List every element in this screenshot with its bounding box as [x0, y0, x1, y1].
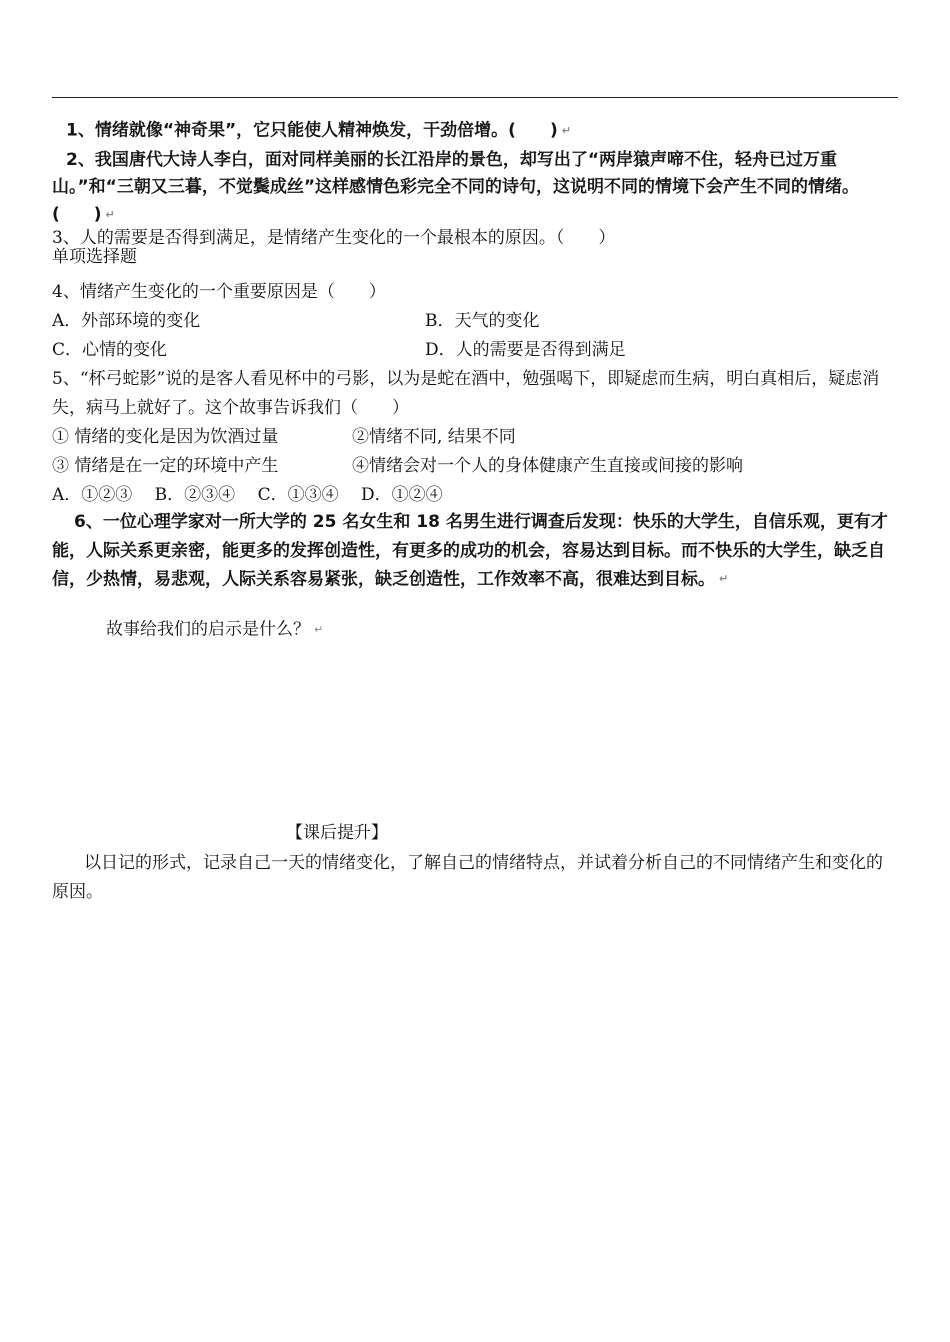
return-mark-icon: ↵ [314, 623, 324, 636]
question-3: 3、人的需要是否得到满足，是情绪产生变化的一个最根本的原因。（ ） [52, 228, 616, 248]
question-5-statement-2: ②情绪不同, 结果不同 [352, 427, 516, 447]
question-6-prompt [106, 615, 323, 645]
question-5-choices: A．①②③ B．②③④ C．①③④ D．①②④ [52, 485, 443, 505]
after-class-heading: 【课后提升】 [286, 823, 388, 843]
question-6-prompt-text: 故事给我们的启示是什么？ [106, 619, 310, 640]
question-6-text: 6、一位心理学家对一所大学的 25 名女生和 18 名男生进行调查后发现：快乐的大学生，自信乐观，更有才能，人际关系更亲密，能更多的发挥创造性，有更多的成功的机会，容易达到目标。而不快乐的大学生，缺乏自信，少热情，易悲观，人际关系容易紧张，缺乏创造性，工作效率不高，很难达到目标。 [52, 512, 888, 590]
question-2 [52, 147, 898, 229]
question-1 [66, 117, 898, 145]
question-2-text: 2、我国唐代大诗人李白，面对同样美丽的长江沿岸的景色，却写出了“两岸猿声啼不住，轻舟已过万重山。”和“三朝又三暮，不觉鬓成丝”这样感情色彩完全不同的诗句，这说明不同的情境下会产生不同的情绪。( ) [52, 150, 860, 225]
question-5-stem: 5、“杯弓蛇影”说的是客人看见杯中的弓影，以为是蛇在酒中，勉强喝下，即疑虑而生病，明白真相后，疑虑消失，病马上就好了。这个故事告诉我们（ ） [52, 369, 880, 418]
question-1-text: 1、情绪就像“神奇果”，它只能使人精神焕发，干劲倍增。( ) [66, 120, 558, 141]
return-mark-icon: ↵ [719, 572, 729, 585]
question-4-option-b: B．天气的变化 [425, 311, 540, 331]
header-rule [52, 97, 898, 98]
question-4-option-d: D．人的需要是否得到满足 [425, 340, 626, 360]
question-5-statement-4: ④情绪会对一个人的身体健康产生直接或间接的影响 [352, 456, 743, 476]
question-4-option-a: A．外部环境的变化 [52, 311, 201, 331]
question-5-statement-1: ① 情绪的变化是因为饮酒过量 [52, 427, 279, 447]
question-5-statement-3: ③ 情绪是在一定的环境中产生 [52, 456, 279, 476]
question-4-stem: 4、情绪产生变化的一个重要原因是（ ） [52, 282, 386, 302]
question-6 [52, 508, 898, 594]
section-single-choice: 单项选择题 [52, 247, 137, 267]
question-4-option-c: C．心情的变化 [52, 340, 168, 360]
return-mark-icon: ↵ [561, 124, 571, 137]
after-class-text: 以日记的形式，记录自己一天的情绪变化，了解自己的情绪特点，并试着分析自己的不同情绪产生和变化的原因。 [52, 853, 883, 902]
return-mark-icon: ↵ [105, 208, 115, 221]
